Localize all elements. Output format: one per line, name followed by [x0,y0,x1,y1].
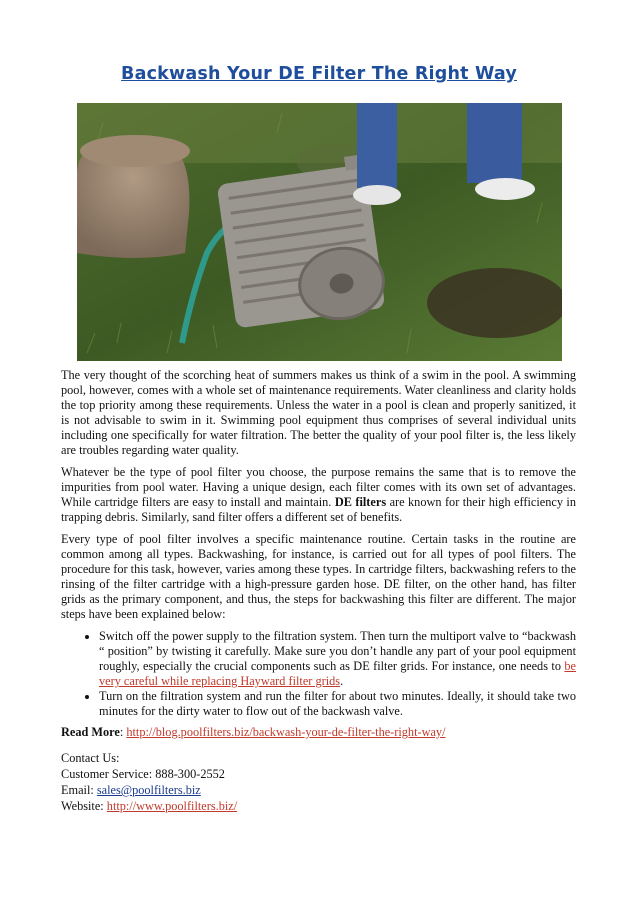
customer-service-line [61,766,576,782]
pool-filter-photo [77,103,562,361]
read-more-link[interactable]: http://blog.poolfilters.biz/backwash-your-de-filter-the-right-way/ [126,725,446,739]
step-1-text: Switch off the power supply to the filtration system. Then turn the multiport valve to “backwash “ position” by twisting it carefully. Make sure you don’t handle any part of your pool equipment roughly, especially the crucial components such as DE filter grids. For instance, one needs to [99,629,576,673]
paragraph-maintenance: Every type of pool filter involves a specific maintenance routine. Certain tasks in the routine are common among all types. Backwashing, for instance, is carried out for all types of pool filters. The procedure for this task, however, varies among these types. In cartridge filters, backwashing refers to the rinsing of the filter cartridge with a high-pressure garden hose. DE filter, on the other hand, has filter grids as the primary component, and thus, the steps for backwashing this filter are different. The major steps have been explained below: [61,532,576,621]
article-body [61,368,576,814]
read-more-colon: : [119,725,127,739]
service-label: Customer Service: [61,767,156,781]
email-link[interactable]: sales@poolfilters.biz [96,783,201,797]
email-line [61,782,576,798]
email-label: Email: [61,783,97,797]
page-title: Backwash Your DE Filter The Right Way [121,64,517,84]
website-label: Website: [61,799,107,813]
paragraph-filter-types [61,465,576,525]
hayward-grids-link[interactable]: be very careful while replacing Hayward filter grids [99,659,576,688]
contact-block [61,750,576,814]
steps-list [61,629,576,719]
service-phone: 888-300-2552 [155,767,225,781]
step-1-end: . [340,674,344,688]
list-item: • Turn on the filtration system and run the filter for about two minutes. Ideally, it should take two minutes for the dirty water to flow out of the backwash valve. [99,689,576,719]
contact-heading: Contact Us: [61,751,120,765]
website-link[interactable]: http://www.poolfilters.biz/ [106,799,238,813]
read-more-label: Read More [61,725,120,739]
list-item [99,629,576,689]
paragraph-intro: The very thought of the scorching heat of summers makes us think of a swim in the pool. A swimming pool, however, comes with a whole set of maintenance requirements. Water cleanliness and clarity holds the top priority among these requirements. Unless the water in a pool is clean and properly sanitized, it is not advisable to swim in it. Swimming pool equipment thus comprises of several individual units including one specifically for water filtration. The better the quality of your pool filter is, the less likely are troubles regarding water quality. [61,368,576,457]
website-line [61,798,576,814]
de-filters-bold: DE filters [334,495,387,509]
paragraph-filter-types-text-2: are known for their high efficiency in trapping debris. Similarly, sand filter offers a different set of benefits. [61,495,576,524]
paragraph-filter-types-text: Whatever be the type of pool filter you choose, the purpose remains the same that is to remove the impurities from pool water. Having a unique design, each filter comes with its own set of advantages. While cartridge filters are easy to install and maintain. [61,465,576,509]
read-more-line [61,725,576,740]
